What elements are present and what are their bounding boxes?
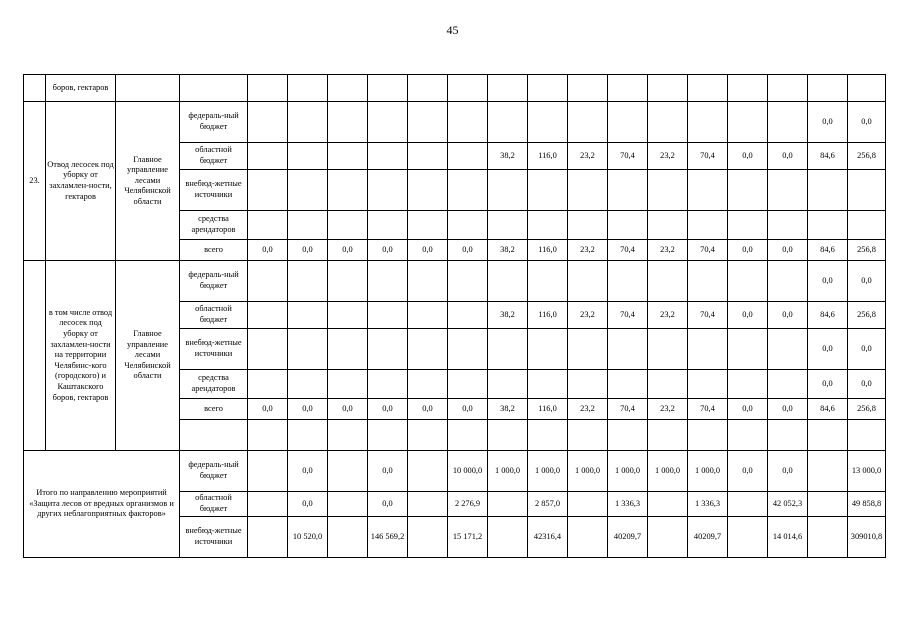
value-cell [728, 370, 768, 399]
empty-cell [688, 75, 728, 102]
value-cell [648, 211, 688, 240]
empty-cell [248, 75, 288, 102]
budget-source-cell: федераль-ный бюджет [180, 102, 248, 143]
value-cell [768, 420, 808, 451]
value-cell: 0,0 [728, 451, 768, 492]
value-cell [648, 329, 688, 370]
value-cell [328, 492, 368, 517]
value-cell: 0,0 [808, 370, 848, 399]
value-cell [248, 302, 288, 329]
value-cell: 0,0 [728, 240, 768, 261]
value-cell [728, 102, 768, 143]
value-cell [568, 102, 608, 143]
value-cell [288, 261, 328, 302]
value-cell [728, 211, 768, 240]
value-cell [248, 170, 288, 211]
value-cell: 0,0 [848, 329, 886, 370]
value-cell [288, 211, 328, 240]
value-cell: 0,0 [848, 370, 886, 399]
value-cell: 70,4 [608, 143, 648, 170]
value-cell [448, 261, 488, 302]
value-cell [248, 211, 288, 240]
value-cell: 0,0 [368, 492, 408, 517]
value-cell: 1 336,3 [608, 492, 648, 517]
value-cell: 23,2 [568, 302, 608, 329]
value-cell: 0,0 [248, 240, 288, 261]
value-cell: 1 000,0 [568, 451, 608, 492]
value-cell: 0,0 [848, 102, 886, 143]
value-cell [488, 102, 528, 143]
value-cell: 256,8 [848, 143, 886, 170]
value-cell: 2 857,0 [528, 492, 568, 517]
value-cell: 40209,7 [688, 517, 728, 558]
value-cell [368, 211, 408, 240]
value-cell [648, 102, 688, 143]
value-cell [808, 170, 848, 211]
value-cell [368, 261, 408, 302]
value-cell: 146 569,2 [368, 517, 408, 558]
value-cell [688, 170, 728, 211]
value-cell [328, 211, 368, 240]
empty-cell [808, 75, 848, 102]
value-cell [408, 102, 448, 143]
budget-source-cell: внебюд-жетные источники [180, 170, 248, 211]
value-cell: 23,2 [568, 143, 608, 170]
value-cell: 1 336,3 [688, 492, 728, 517]
value-cell [408, 420, 448, 451]
value-cell [368, 370, 408, 399]
value-cell: 0,0 [328, 240, 368, 261]
value-cell: 116,0 [528, 302, 568, 329]
description-cell: в том числе отвод лесосек под уборку от захламлен-ности на территории Челябинс-кого (городского) и Каштакского боров, гектаров [46, 261, 116, 451]
value-cell [768, 211, 808, 240]
empty-cell [116, 75, 180, 102]
value-cell [528, 102, 568, 143]
empty-cell [408, 75, 448, 102]
value-cell: 10 000,0 [448, 451, 488, 492]
value-cell: 1 000,0 [488, 451, 528, 492]
value-cell [688, 329, 728, 370]
value-cell [528, 370, 568, 399]
value-cell: 70,4 [608, 302, 648, 329]
value-cell: 0,0 [368, 399, 408, 420]
value-cell [488, 492, 528, 517]
table-row [24, 261, 886, 302]
value-cell [808, 492, 848, 517]
empty-cell [368, 75, 408, 102]
empty-cell [328, 75, 368, 102]
value-cell [528, 211, 568, 240]
value-cell [248, 329, 288, 370]
value-cell: 256,8 [848, 240, 886, 261]
value-cell [808, 420, 848, 451]
value-cell: 0,0 [728, 143, 768, 170]
row-index: 23. [24, 102, 46, 261]
value-cell: 0,0 [808, 102, 848, 143]
value-cell: 0,0 [768, 143, 808, 170]
value-cell: 23,2 [648, 302, 688, 329]
value-cell [448, 211, 488, 240]
value-cell: 1 000,0 [528, 451, 568, 492]
value-cell [848, 420, 886, 451]
value-cell [608, 170, 648, 211]
value-cell [288, 170, 328, 211]
value-cell [328, 302, 368, 329]
value-cell [488, 170, 528, 211]
value-cell: 0,0 [848, 261, 886, 302]
value-cell: 10 520,0 [288, 517, 328, 558]
value-cell: 84,6 [808, 302, 848, 329]
empty-cell [180, 75, 248, 102]
value-cell: 38,2 [488, 399, 528, 420]
value-cell [408, 370, 448, 399]
value-cell [488, 517, 528, 558]
value-cell: 70,4 [688, 240, 728, 261]
empty-cell [608, 75, 648, 102]
value-cell [528, 420, 568, 451]
value-cell: 70,4 [688, 399, 728, 420]
value-cell: 23,2 [568, 240, 608, 261]
empty-cell [728, 75, 768, 102]
value-cell [648, 170, 688, 211]
value-cell [368, 302, 408, 329]
table-row [24, 451, 886, 492]
value-cell [648, 261, 688, 302]
budget-source-cell: внебюд-жетные источники [180, 517, 248, 558]
value-cell [288, 420, 328, 451]
value-cell [688, 370, 728, 399]
value-cell [688, 261, 728, 302]
value-cell [448, 420, 488, 451]
value-cell [568, 492, 608, 517]
value-cell [568, 420, 608, 451]
value-cell [328, 170, 368, 211]
value-cell [408, 451, 448, 492]
value-cell: 14 014,6 [768, 517, 808, 558]
value-cell: 256,8 [848, 399, 886, 420]
budget-source-cell: всего [180, 399, 248, 420]
empty-cell [768, 75, 808, 102]
value-cell [768, 329, 808, 370]
value-cell [248, 143, 288, 170]
value-cell [728, 329, 768, 370]
value-cell: 0,0 [768, 302, 808, 329]
value-cell [248, 102, 288, 143]
value-cell: 0,0 [768, 399, 808, 420]
value-cell [248, 261, 288, 302]
value-cell [408, 170, 448, 211]
value-cell [568, 517, 608, 558]
value-cell: 0,0 [368, 240, 408, 261]
index-cell [24, 261, 46, 451]
table-body [24, 75, 886, 558]
value-cell [368, 420, 408, 451]
value-cell [488, 420, 528, 451]
value-cell [688, 211, 728, 240]
value-cell: 70,4 [608, 399, 648, 420]
value-cell [608, 420, 648, 451]
budget-source-cell: средства арендаторов [180, 211, 248, 240]
value-cell [408, 211, 448, 240]
table-row [24, 75, 886, 102]
total-description-cell: Итого по направлению мероприятий «Защита лесов от вредных организмов и других неблагоприятных факторов» [24, 451, 180, 558]
empty-cell [488, 75, 528, 102]
value-cell: 23,2 [648, 399, 688, 420]
value-cell: 0,0 [808, 261, 848, 302]
value-cell [648, 492, 688, 517]
value-cell [408, 143, 448, 170]
value-cell [688, 420, 728, 451]
value-cell: 0,0 [288, 240, 328, 261]
value-cell: 84,6 [808, 240, 848, 261]
value-cell: 23,2 [648, 240, 688, 261]
value-cell: 70,4 [688, 143, 728, 170]
value-cell: 0,0 [408, 240, 448, 261]
budget-source-cell: федераль-ный бюджет [180, 261, 248, 302]
empty-cell [528, 75, 568, 102]
value-cell: 0,0 [288, 399, 328, 420]
value-cell [368, 143, 408, 170]
value-cell: 70,4 [688, 302, 728, 329]
value-cell [568, 370, 608, 399]
value-cell [328, 261, 368, 302]
value-cell: 116,0 [528, 240, 568, 261]
budget-source-cell: всего [180, 240, 248, 261]
value-cell [608, 102, 648, 143]
value-cell: 84,6 [808, 399, 848, 420]
value-cell [768, 170, 808, 211]
value-cell [768, 261, 808, 302]
value-cell [328, 143, 368, 170]
value-cell: 0,0 [808, 329, 848, 370]
value-cell: 13 000,0 [848, 451, 886, 492]
value-cell [448, 102, 488, 143]
value-cell: 70,4 [608, 240, 648, 261]
value-cell: 0,0 [288, 451, 328, 492]
value-cell: 0,0 [448, 399, 488, 420]
value-cell [528, 329, 568, 370]
budget-source-cell: средства арендаторов [180, 370, 248, 399]
value-cell: 0,0 [288, 492, 328, 517]
value-cell [448, 170, 488, 211]
value-cell: 0,0 [728, 399, 768, 420]
value-cell: 1 000,0 [608, 451, 648, 492]
value-cell: 15 171,2 [448, 517, 488, 558]
table-row [24, 102, 886, 143]
index-cell [24, 75, 46, 102]
value-cell [728, 420, 768, 451]
value-cell [288, 302, 328, 329]
value-cell [488, 329, 528, 370]
value-cell: 116,0 [528, 399, 568, 420]
value-cell [728, 261, 768, 302]
value-cell [248, 492, 288, 517]
page-number: 45 [446, 23, 459, 37]
value-cell [568, 261, 608, 302]
value-cell [808, 517, 848, 558]
value-cell [408, 517, 448, 558]
value-cell [368, 329, 408, 370]
value-cell [528, 170, 568, 211]
empty-cell [568, 75, 608, 102]
value-cell [408, 302, 448, 329]
value-cell [728, 170, 768, 211]
value-cell [768, 102, 808, 143]
value-cell: 309010,8 [848, 517, 886, 558]
value-cell [608, 261, 648, 302]
value-cell [728, 492, 768, 517]
empty-cell [288, 75, 328, 102]
value-cell: 42316,4 [528, 517, 568, 558]
value-cell: 0,0 [448, 240, 488, 261]
value-cell [568, 329, 608, 370]
value-cell: 0,0 [768, 451, 808, 492]
value-cell [288, 143, 328, 170]
value-cell: 38,2 [488, 302, 528, 329]
value-cell [688, 102, 728, 143]
value-cell [648, 420, 688, 451]
budget-source-cell: областной бюджет [180, 492, 248, 517]
value-cell: 0,0 [328, 399, 368, 420]
value-cell [728, 517, 768, 558]
value-cell: 256,8 [848, 302, 886, 329]
empty-cell [448, 75, 488, 102]
executor-cell: Главное управление лесами Челябинской области [116, 102, 180, 261]
value-cell [848, 170, 886, 211]
value-cell: 1 000,0 [688, 451, 728, 492]
value-cell [368, 170, 408, 211]
value-cell: 84,6 [808, 143, 848, 170]
value-cell [528, 261, 568, 302]
value-cell [568, 211, 608, 240]
value-cell [848, 211, 886, 240]
executor-cell: Главное управление лесами Челябинской области [116, 261, 180, 451]
value-cell: 0,0 [248, 399, 288, 420]
value-cell [488, 261, 528, 302]
value-cell: 0,0 [768, 240, 808, 261]
value-cell [808, 451, 848, 492]
value-cell: 1 000,0 [648, 451, 688, 492]
budget-source-cell: федераль-ный бюджет [180, 451, 248, 492]
value-cell: 42 052,3 [768, 492, 808, 517]
value-cell [768, 370, 808, 399]
value-cell: 38,2 [488, 143, 528, 170]
value-cell: 2 276,9 [448, 492, 488, 517]
value-cell [248, 420, 288, 451]
value-cell [248, 517, 288, 558]
value-cell [648, 517, 688, 558]
value-cell [328, 420, 368, 451]
description-cell: Отвод лесосек под уборку от захламлен-ности, гектаров [46, 102, 116, 261]
value-cell [448, 370, 488, 399]
value-cell: 116,0 [528, 143, 568, 170]
value-cell [488, 211, 528, 240]
value-cell [288, 370, 328, 399]
budget-source-cell: областной бюджет [180, 302, 248, 329]
value-cell [408, 492, 448, 517]
value-cell [248, 451, 288, 492]
value-cell [368, 102, 408, 143]
value-cell [328, 370, 368, 399]
budget-source-cell: внебюд-жетные источники [180, 329, 248, 370]
value-cell [488, 370, 528, 399]
value-cell: 49 858,8 [848, 492, 886, 517]
value-cell [288, 102, 328, 143]
value-cell: 40209,7 [608, 517, 648, 558]
empty-cell [848, 75, 886, 102]
value-cell [328, 517, 368, 558]
value-cell [328, 451, 368, 492]
value-cell [328, 102, 368, 143]
value-cell [408, 261, 448, 302]
value-cell [608, 370, 648, 399]
value-cell [448, 302, 488, 329]
value-cell [608, 329, 648, 370]
value-cell [568, 170, 608, 211]
value-cell: 38,2 [488, 240, 528, 261]
value-cell [448, 329, 488, 370]
value-cell [248, 370, 288, 399]
budget-source-cell [180, 420, 248, 451]
value-cell: 0,0 [368, 451, 408, 492]
description-cell: боров, гектаров [46, 75, 116, 102]
value-cell [608, 211, 648, 240]
value-cell: 0,0 [408, 399, 448, 420]
value-cell: 23,2 [648, 143, 688, 170]
empty-cell [648, 75, 688, 102]
value-cell [808, 211, 848, 240]
value-cell [288, 329, 328, 370]
value-cell: 23,2 [568, 399, 608, 420]
value-cell [408, 329, 448, 370]
value-cell [448, 143, 488, 170]
value-cell: 0,0 [728, 302, 768, 329]
budget-table [23, 74, 886, 558]
value-cell [648, 370, 688, 399]
value-cell [328, 329, 368, 370]
budget-source-cell: областной бюджет [180, 143, 248, 170]
